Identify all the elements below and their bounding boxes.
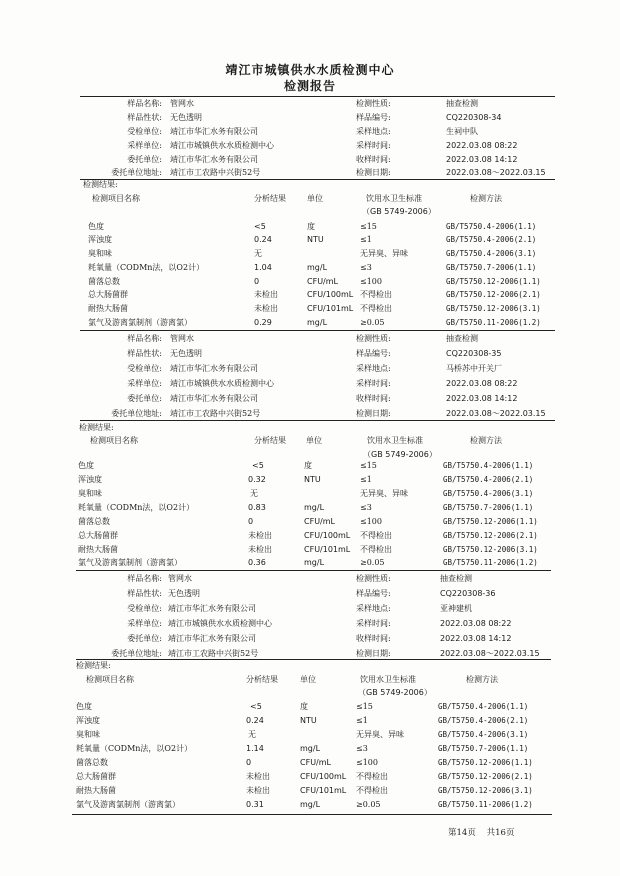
section-divider [76,570,551,571]
test-date-label: 检测日期: [356,168,391,177]
col-unit-header: 单位 [306,436,322,445]
table-row-standard: ≤3 [360,263,372,272]
table-row-standard: 无异臭、异味 [356,730,404,739]
sample-property-label: 样品性状: [127,113,162,122]
table-row-unit: mg/L [304,503,325,512]
section-divider [76,659,551,660]
table-row-item: 氯气及游离氯制剂（游离氯） [76,800,180,809]
client-unit-value: 靖江市华汇水务有限公司 [170,364,258,373]
entrust-unit-value: 靖江市华汇水务有限公司 [168,634,256,643]
receive-time-value: 2022.03.08 14:12 [446,394,518,403]
entrust-unit-value: 靖江市华汇水务有限公司 [170,394,258,403]
sample-property-value: 无色透明 [170,349,202,358]
sampling-location-value: 马桥苏中开关厂 [446,364,502,373]
client-unit-label: 受检单位: [127,364,162,373]
client-unit-value: 靖江市华汇水务有限公司 [170,127,258,136]
table-row-result: 未检出 [254,290,278,299]
sampling-unit-label: 采样单位: [127,379,162,388]
sample-no-value: CQ220308-36 [440,589,496,598]
table-row-result: <5 [252,461,264,470]
col-unit-header: 单位 [307,194,323,203]
test-nature-value: 抽查检测 [446,99,478,108]
sampling-location-label: 采样地点: [356,604,391,613]
entrust-address-label: 委托单位地址: [111,168,162,177]
table-row-method: GB/T5750.4-2006(1.1) [443,461,534,470]
section-divider [80,330,555,331]
table-row-result: 0 [246,758,252,767]
table-row-method: GB/T5750.7-2006(1.1) [446,263,537,272]
test-nature-label: 检测性质: [356,99,391,108]
table-row-unit: mg/L [307,263,328,272]
test-date-label: 检测日期: [356,649,391,658]
sampling-location-value: 亚神建机 [440,604,472,613]
table-row-method: GB/T5750.4-2006(3.1) [438,730,529,739]
table-row-unit: 度 [300,702,308,711]
test-nature-label: 检测性质: [356,334,391,343]
table-row-result: 0.29 [254,318,272,327]
col-standard-ref: （GB 5749-2006） [362,207,436,216]
table-row-standard: 不得检出 [360,545,392,554]
test-nature-value: 抽查检测 [446,334,478,343]
entrust-address-value: 靖江市工农路中兴街52号 [170,409,261,418]
receive-time-value: 2022.03.08 14:12 [446,155,518,164]
sampling-unit-label: 采样单位: [127,619,162,628]
table-row-unit: CFU/mL [307,277,338,286]
table-row-unit: NTU [300,716,317,725]
col-method-header: 检测方法 [470,194,502,203]
table-row-unit: CFU/100mL [307,290,354,299]
client-unit-label: 受检单位: [127,127,162,136]
col-standard-header: 饮用水卫生标准 [360,675,416,684]
sampling-time-label: 采样时间: [356,379,391,388]
sampling-unit-value: 靖江市城镇供水水质检测中心 [170,379,274,388]
sample-no-value: CQ220308-35 [446,349,502,358]
table-row-unit: mg/L [300,744,321,753]
client-unit-label: 受检单位: [127,604,162,613]
table-row-standard: ≤100 [360,517,382,526]
table-row-result: 无 [250,489,258,498]
table-row-unit: CFU/mL [300,758,331,767]
table-row-standard: 不得检出 [360,290,392,299]
sampling-time-value: 2022.03.08 08:22 [446,141,518,150]
client-unit-value: 靖江市华汇水务有限公司 [168,604,256,613]
table-row-method: GB/T5750.12-2006(3.1) [446,304,541,313]
receive-time-value: 2022.03.08 14:12 [440,634,512,643]
sampling-time-label: 采样时间: [356,141,391,150]
table-row-result: 未检出 [246,786,270,795]
table-row-item: 耐热大肠菌 [76,786,116,795]
section-divider [72,814,552,815]
table-row-method: GB/T5750.4-2006(2.1) [446,235,537,244]
sample-name-label: 样品名称: [127,334,162,343]
sample-no-label: 样品编号: [356,113,391,122]
page-subtitle: 检测报告 [283,79,336,93]
sampling-unit-value: 靖江市城镇供水水质检测中心 [168,619,272,628]
table-row-method: GB/T5750.12-2006(2.1) [446,290,541,299]
table-row-result: 未检出 [246,772,270,781]
results-title: 检测结果: [79,423,114,432]
table-row-item: 总大肠菌群 [88,290,128,299]
table-row-result: 0 [254,277,260,286]
table-row-result: 无 [254,249,262,258]
col-item-header: 检测项目名称 [92,194,140,203]
section-divider [80,96,555,97]
table-row-item: 浑浊度 [76,716,100,725]
col-result-header: 分析结果 [254,194,286,203]
table-row-result: 0 [248,517,254,526]
entrust-unit-label: 委托单位: [127,634,162,643]
table-row-method: GB/T5750.4-2006(2.1) [443,475,534,484]
table-row-unit: mg/L [300,800,321,809]
table-row-standard: ≤1 [360,475,372,484]
sample-no-label: 样品编号: [356,589,391,598]
results-title: 检测结果: [83,180,118,189]
test-date-value: 2022.03.08～2022.03.15 [446,168,546,177]
table-row-item: 耐热大肠菌 [88,304,128,313]
table-row-item: 色度 [76,702,92,711]
table-row-unit: CFU/100mL [300,772,347,781]
table-row-result: 无 [248,730,256,739]
sample-name-label: 样品名称: [127,99,162,108]
table-row-standard: 不得检出 [360,531,392,540]
table-row-item: 臭和味 [88,249,112,258]
page-title: 靖江市城镇供水水质检测中心 [225,63,395,77]
table-row-method: GB/T5750.4-2006(1.1) [446,222,537,231]
test-date-value: 2022.03.08～2022.03.15 [440,649,540,658]
table-row-unit: mg/L [304,558,325,567]
sample-name-value: 管网水 [170,99,194,108]
table-row-result: 1.04 [254,263,272,272]
table-row-standard: ≤100 [356,758,378,767]
table-row-unit: CFU/mL [304,517,335,526]
entrust-unit-label: 委托单位: [127,394,162,403]
table-row-unit: CFU/101mL [304,545,351,554]
entrust-address-value: 靖江市工农路中兴街52号 [168,649,259,658]
table-row-method: GB/T5750.4-2006(2.1) [438,716,529,725]
table-row-result: 未检出 [248,531,272,540]
table-row-standard: 不得检出 [356,786,388,795]
sampling-unit-value: 靖江市城镇供水水质检测中心 [170,141,274,150]
col-method-header: 检测方法 [466,675,498,684]
table-row-method: GB/T5750.4-2006(3.1) [443,489,534,498]
table-row-item: 色度 [78,461,94,470]
col-item-header: 检测项目名称 [90,436,138,445]
col-standard-header: 饮用水卫生标准 [366,194,422,203]
sampling-time-label: 采样时间: [356,619,391,628]
table-row-result: <5 [250,702,262,711]
table-row-item: 总大肠菌群 [78,531,118,540]
sample-property-label: 样品性状: [127,589,162,598]
col-unit-header: 单位 [300,675,316,684]
table-row-result: <5 [254,222,266,231]
table-row-item: 耗氧量（CODMn法，以O2计） [78,503,195,512]
table-row-method: GB/T5750.7-2006(1.1) [438,744,529,753]
table-row-method: GB/T5750.4-2006(1.1) [438,702,529,711]
table-row-item: 浑浊度 [78,475,102,484]
table-row-item: 菌落总数 [76,758,108,767]
col-standard-ref: （GB 5749-2006） [358,688,432,697]
table-row-method: GB/T5750.11-2006(1.2) [443,558,538,567]
table-row-item: 臭和味 [78,489,102,498]
table-row-standard: 不得检出 [356,772,388,781]
table-row-item: 耐热大肠菌 [78,545,118,554]
table-row-standard: ≥0.05 [360,318,385,327]
table-row-unit: 度 [307,222,315,231]
receive-time-label: 收样时间: [356,634,391,643]
receive-time-label: 收样时间: [356,155,391,164]
col-standard-ref: （GB 5749-2006） [363,450,437,459]
table-row-result: 0.32 [248,475,266,484]
entrust-address-value: 靖江市工农路中兴街52号 [170,168,261,177]
table-row-standard: ≤15 [356,702,373,711]
table-row-standard: ≥0.05 [360,558,385,567]
table-row-standard: 无异臭、异味 [360,489,408,498]
table-row-item: 色度 [88,222,104,231]
table-row-unit: NTU [304,475,321,484]
sample-no-value: CQ220308-34 [446,113,502,122]
table-row-result: 0.24 [254,235,272,244]
table-row-method: GB/T5750.12-2006(3.1) [443,545,538,554]
col-item-header: 检测项目名称 [86,675,134,684]
table-row-result: 0.31 [246,800,264,809]
table-row-method: GB/T5750.12-2006(1.1) [446,277,541,286]
table-row-method: GB/T5750.11-2006(1.2) [446,318,541,327]
table-row-standard: ≥0.05 [356,800,381,809]
sampling-location-label: 采样地点: [356,127,391,136]
sampling-time-value: 2022.03.08 08:22 [446,379,518,388]
entrust-unit-value: 靖江市华汇水务有限公司 [170,155,258,164]
table-row-method: GB/T5750.7-2006(1.1) [443,503,534,512]
table-row-item: 臭和味 [76,730,100,739]
table-row-result: 0.24 [246,716,264,725]
col-standard-header: 饮用水卫生标准 [367,436,423,445]
table-row-result: 未检出 [248,545,272,554]
sample-property-value: 无色透明 [168,589,200,598]
page-number: 第14页 [448,828,476,838]
results-title: 检测结果: [76,661,111,670]
sampling-time-value: 2022.03.08 08:22 [440,619,512,628]
table-row-standard: 不得检出 [360,304,392,313]
table-row-result: 1.14 [246,744,264,753]
sample-name-value: 管网水 [168,574,192,583]
table-row-item: 菌落总数 [78,517,110,526]
table-row-method: GB/T5750.12-2006(2.1) [443,531,538,540]
page-total: 共16页 [486,828,515,838]
table-row-item: 菌落总数 [88,277,120,286]
table-row-item: 耗氧量（CODMn法，以O2计） [76,744,193,753]
table-row-method: GB/T5750.11-2006(1.2) [438,800,533,809]
receive-time-label: 收样时间: [356,394,391,403]
table-row-standard: 无异臭、异味 [360,249,408,258]
section-divider [80,420,555,421]
table-row-standard: ≤3 [356,744,368,753]
col-method-header: 检测方法 [470,436,502,445]
sampling-location-value: 生祠中队 [446,127,478,136]
table-row-unit: NTU [307,235,324,244]
table-row-method: GB/T5750.12-2006(3.1) [438,786,533,795]
table-row-method: GB/T5750.12-2006(1.1) [438,758,533,767]
table-row-result: 未检出 [254,304,278,313]
table-row-item: 浑浊度 [88,235,112,244]
table-row-method: GB/T5750.4-2006(3.1) [446,249,537,258]
table-row-unit: CFU/101mL [307,304,354,313]
test-nature-label: 检测性质: [356,574,391,583]
sample-property-label: 样品性状: [127,349,162,358]
table-row-unit: CFU/101mL [300,786,347,795]
table-row-method: GB/T5750.12-2006(2.1) [438,772,533,781]
page-footer [448,828,514,838]
table-row-standard: ≤100 [360,277,382,286]
table-row-method: GB/T5750.12-2006(1.1) [443,517,538,526]
test-date-value: 2022.03.08～2022.03.15 [446,409,546,418]
sample-name-value: 管网水 [170,334,194,343]
entrust-address-label: 委托单位地址: [111,409,162,418]
sample-name-label: 样品名称: [127,574,162,583]
col-result-header: 分析结果 [246,675,278,684]
table-row-result: 0.83 [248,503,266,512]
sampling-location-label: 采样地点: [356,364,391,373]
table-row-unit: 度 [304,461,312,470]
table-row-unit: CFU/100mL [304,531,351,540]
test-nature-value: 抽查检测 [440,574,472,583]
entrust-address-label: 委托单位地址: [111,649,162,658]
sampling-unit-label: 采样单位: [127,141,162,150]
table-row-standard: ≤15 [360,222,377,231]
table-row-item: 氯气及游离氯制剂（游离氯） [88,318,192,327]
table-row-item: 总大肠菌群 [76,772,116,781]
table-row-standard: ≤3 [360,503,372,512]
table-row-item: 耗氧量（CODMn法，以O2计） [88,263,205,272]
test-date-label: 检测日期: [356,409,391,418]
table-row-standard: ≤1 [360,235,372,244]
section-divider [80,179,555,180]
sample-no-label: 样品编号: [356,349,391,358]
table-row-item: 氯气及游离氯制剂（游离氯） [78,558,182,567]
col-result-header: 分析结果 [254,436,286,445]
entrust-unit-label: 委托单位: [127,155,162,164]
sample-property-value: 无色透明 [170,113,202,122]
table-row-standard: ≤1 [356,716,368,725]
table-row-unit: mg/L [307,318,328,327]
table-row-result: 0.36 [248,558,266,567]
table-row-standard: ≤15 [360,461,377,470]
